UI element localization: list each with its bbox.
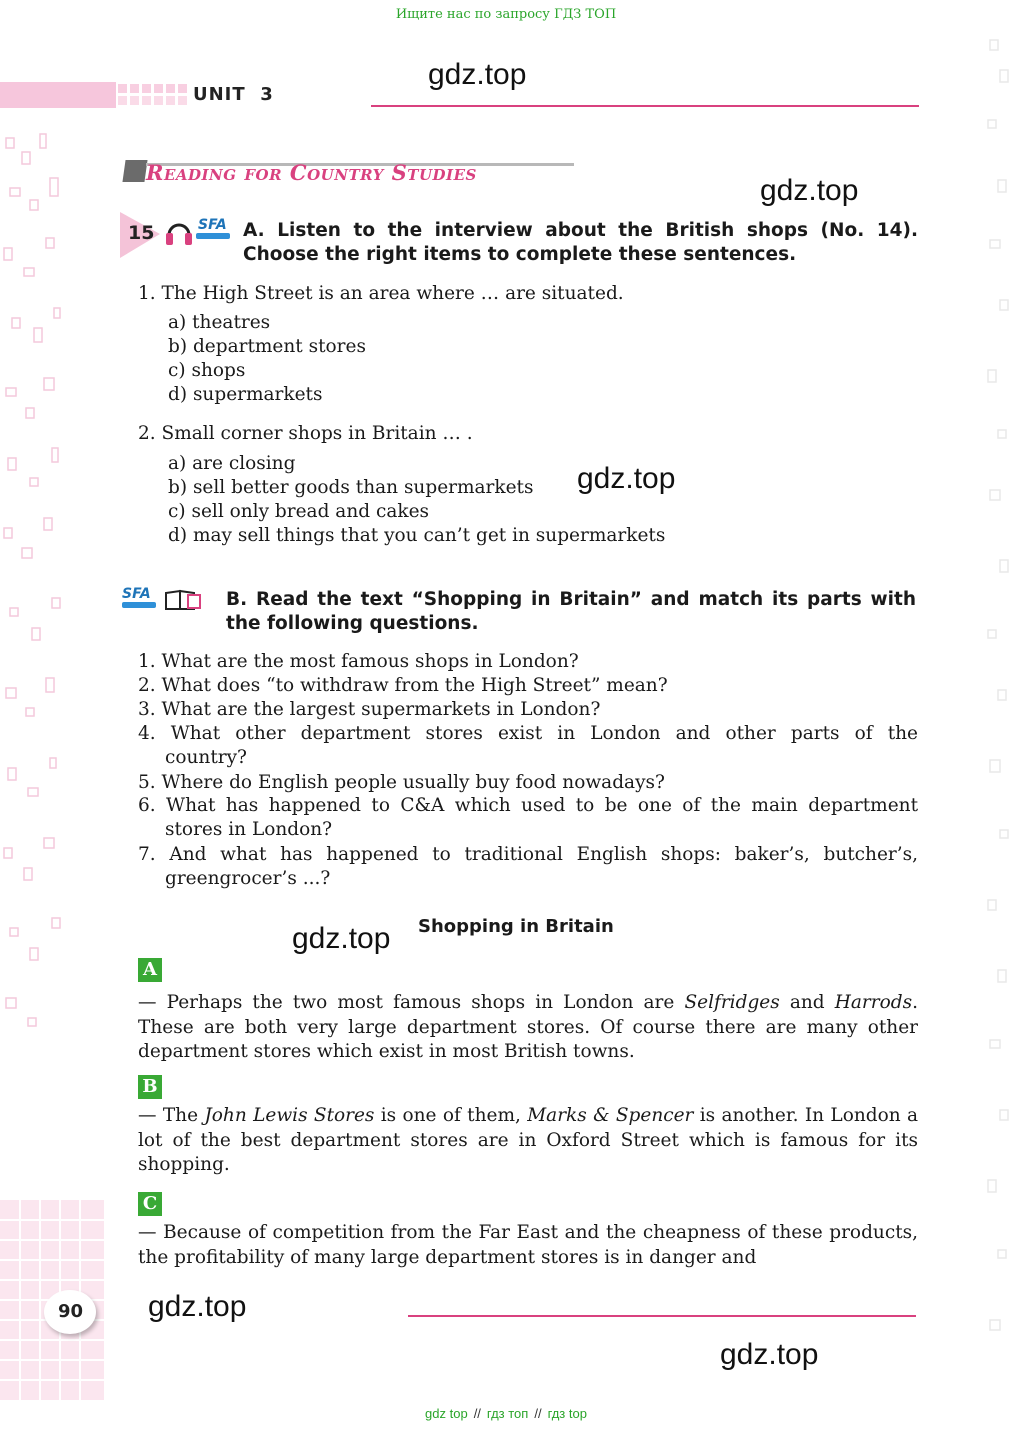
exercise-number: 15	[128, 222, 155, 244]
task-a: A. Listen to the interview about the British shops (No. 14). Choose the right items to complete these sentences.	[243, 220, 918, 265]
text-segment: is one of them,	[374, 1105, 528, 1126]
book-icon	[164, 589, 202, 611]
option: d) may sell things that you can’t get in supermarkets	[168, 525, 666, 546]
page-number: 90	[58, 1301, 84, 1322]
text-segment: — Because of competition from the Far East and the cheapness of these products, the profitability of many large department stores is in danger and	[138, 1222, 918, 1268]
question-b: 7. And what has happened to traditional English shops: baker’s, butcher’s,	[138, 844, 918, 865]
decorative-pattern-right	[984, 30, 1012, 1390]
unit-label: UNIT 3	[193, 84, 274, 105]
option: d) supermarkets	[168, 384, 323, 405]
text-italic: Harrods	[834, 992, 913, 1013]
option: a) theatres	[168, 312, 271, 333]
footer-link[interactable]: гдз top	[547, 1406, 587, 1421]
text-part-b	[138, 1104, 918, 1178]
task-b: B. Read the text “Shopping in Britain” and match its parts with the following questions.	[226, 589, 916, 634]
unit-squares-decor-2	[118, 96, 187, 105]
text-segment: is another. In London a lot of the best department stores are in Oxford Street which is famous for its shopping.	[138, 1105, 919, 1175]
question-b: 1. What are the most famous shops in London?	[138, 651, 579, 672]
decorative-pattern-left	[0, 128, 72, 1048]
link-separator: //	[473, 1406, 481, 1421]
section-heading-marker	[122, 160, 147, 182]
text-segment: . These are both very large department stores. Of course there are many other department stores which exist in most British towns.	[138, 992, 918, 1062]
text-italic: Selfridges	[684, 992, 780, 1013]
part-letter-c: C	[138, 1192, 162, 1216]
question-b-cont: country?	[165, 747, 247, 768]
headphones-icon	[164, 217, 194, 247]
footer-link[interactable]: gdz top	[425, 1406, 468, 1421]
bottom-links	[0, 1406, 1012, 1421]
option: a) are closing	[168, 453, 296, 474]
section-title: Reading for Country Studies	[146, 160, 477, 185]
sfa-arrow-icon	[196, 233, 230, 239]
question-b: 4. What other department stores exist in London and other parts of the	[138, 723, 918, 744]
top-notice: Ищите нас по запросу ГДЗ ТОП	[395, 7, 617, 22]
watermark: gdz.top	[292, 922, 391, 955]
unit-squares-decor	[118, 84, 187, 93]
sfa-icon: SFA	[122, 586, 151, 602]
text-segment: — Perhaps the two most famous shops in London are	[138, 992, 685, 1013]
question-b: 3. What are the largest supermarkets in London?	[138, 699, 601, 720]
watermark: gdz.top	[428, 58, 527, 91]
text-segment: — The	[138, 1105, 205, 1126]
header-rule	[371, 105, 919, 107]
footer-rule	[408, 1315, 916, 1317]
option: c) shops	[168, 360, 246, 381]
question-a-2: 2. Small corner shops in Britain … .	[138, 423, 473, 444]
option: c) sell only bread and cakes	[168, 501, 430, 522]
text-title: Shopping in Britain	[418, 916, 614, 937]
question-a-1: 1. The High Street is an area where … are situated.	[138, 283, 624, 304]
question-b: 6. What has happened to C&A which used to be one of the main department	[138, 795, 918, 816]
watermark: gdz.top	[577, 462, 676, 495]
text-segment: and	[779, 992, 835, 1013]
question-b: 5. Where do English people usually buy food nowadays?	[138, 772, 665, 793]
watermark: gdz.top	[760, 174, 859, 207]
text-italic: Marks & Spencer	[527, 1105, 694, 1126]
link-separator: //	[534, 1406, 542, 1421]
question-b-cont: stores in London?	[165, 819, 333, 840]
sfa-arrow-icon	[122, 602, 156, 608]
question-b-cont: greengrocer’s ...?	[165, 868, 331, 889]
text-part-c	[138, 1221, 918, 1270]
part-letter-b: B	[138, 1075, 162, 1099]
part-letter-a: A	[138, 958, 162, 982]
watermark: gdz.top	[720, 1338, 819, 1371]
watermark: gdz.top	[148, 1290, 247, 1323]
footer-link[interactable]: гдз топ	[486, 1406, 529, 1421]
sfa-icon: SFA	[198, 217, 227, 233]
question-b: 2. What does “to withdraw from the High Street” mean?	[138, 675, 668, 696]
option: b) sell better goods than supermarkets	[168, 477, 534, 498]
unit-band	[0, 82, 116, 108]
text-part-a	[138, 991, 918, 1065]
text-italic: John Lewis Stores	[204, 1105, 375, 1126]
option: b) department stores	[168, 336, 366, 357]
